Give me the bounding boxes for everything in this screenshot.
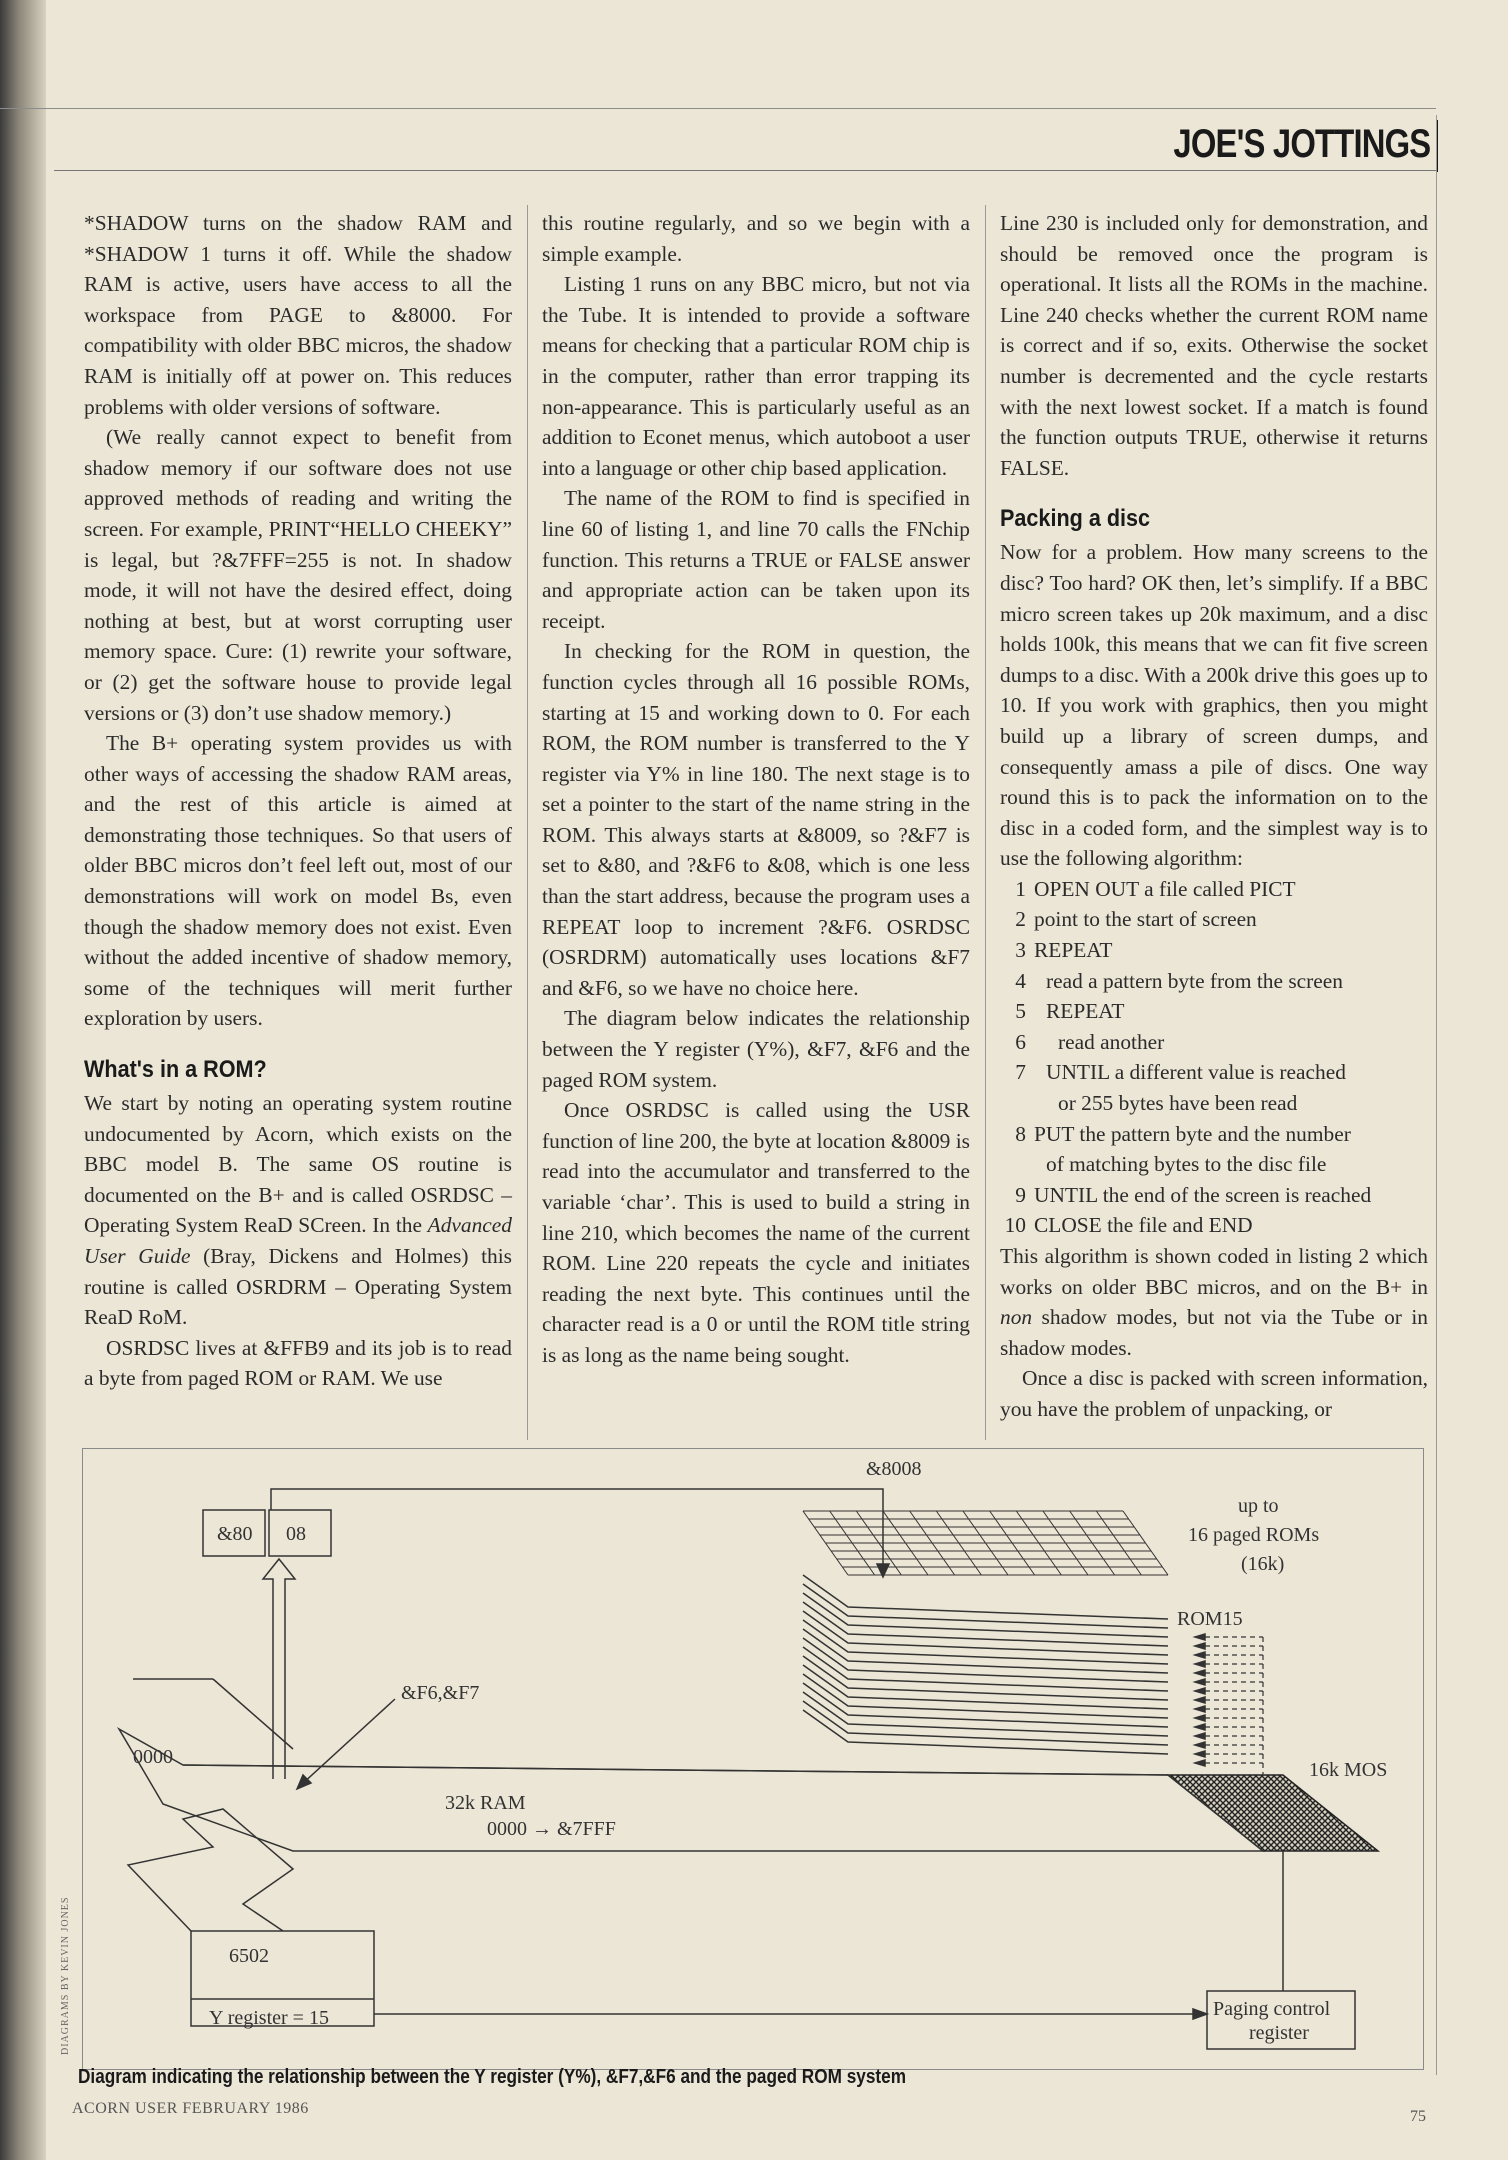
column-2 [542, 208, 970, 1371]
rom-select-arrows [1195, 1634, 1263, 1775]
subheading-whats-in-a-rom: What's in a ROM? [84, 1056, 267, 1084]
rom-select-arrowhead [1195, 1733, 1205, 1739]
f6f7-arrow-line [301, 1699, 395, 1785]
column-3 [1000, 208, 1428, 1425]
rom-select-arrowhead [1195, 1706, 1205, 1712]
rom-top-grid [803, 1511, 1168, 1575]
paragraph: this routine regularly, and so we begin with a simple example. [542, 211, 970, 266]
paragraph: Listing 1 runs on any BBC micro, but not via the Tube. It is intended to provide a software means for checking that a particular ROM chip is in the computer, rather than error trapping its non-appearance. This is particularly useful as an addition to Econet menus, which autoboot a user into a language or other chip based application. [542, 272, 970, 480]
paragraph: We start by noting an operating system routine undocumented by Acorn, which exists on the BBC model B. The same OS routine is documented on the B+ and is called OSRDSC – Operating System ReaD SCreen. In the Advanced User Guide (Bray, Dickens and Holmes) this routine is called OSRDRM – Operating System ReaD RoM. [84, 1091, 513, 1330]
rom-select-arrowhead [1195, 1652, 1205, 1658]
paragraph: Once OSRDSC is called using the USR function of line 200, the byte at location &8009 is read into the accumulator and transferred to the variable ‘char’. This is used to build a string in line 210, which becomes the name of the current ROM. Line 220 repeats the cycle and initiates reading the next byte. This continues until the character read is a 0 or until the ROM title string is as long as the name being sought. [542, 1098, 970, 1367]
label-paging-register: register [1249, 2022, 1309, 2044]
rom-select-arrowhead [1195, 1724, 1205, 1730]
algorithm-list [1000, 874, 1428, 1241]
mos-block [1168, 1775, 1378, 1851]
algorithm-step: 6 read another [1015, 1029, 1165, 1054]
algorithm-step: 10 CLOSE the file and END [1004, 1213, 1253, 1238]
paragraph: The diagram below indicates the relationship between the Y register (Y%), &F7, &F6 and the paged ROM system. [542, 1006, 970, 1092]
rom-select-arrowhead [1195, 1643, 1205, 1649]
rom-layer [803, 1575, 1168, 1619]
algorithm-step: 3 REPEAT [1015, 938, 1113, 963]
header-rule [54, 170, 1436, 171]
label-paged-roms: 16 paged ROMs [1188, 1524, 1320, 1546]
binding-spine [0, 0, 46, 2160]
rom-select-arrowhead [1195, 1715, 1205, 1721]
label-up-to: up to [1238, 1495, 1279, 1517]
label-8008: &8008 [866, 1458, 922, 1480]
rom-select-arrowhead [1195, 1742, 1205, 1748]
paragraph: Line 230 is included only for demonstration, and should be removed once the program is operational. It lists all the ROMs in the machine. Line 240 checks whether the current ROM name is correct and if so, exits. Otherwise the socket number is decremented and the cycle restarts with the next lowest socket. If a match is found the function outputs TRUE, otherwise it returns FALSE. [1000, 211, 1428, 480]
algorithm-step: 5 REPEAT [1015, 999, 1125, 1024]
rom-select-arrowhead [1195, 1760, 1205, 1766]
paragraph: The name of the ROM to find is specified in line 60 of listing 1, and line 70 calls the FNchip function. This returns a TRUE or FALSE answer and appropriate action can be taken upon its receipt. [542, 486, 970, 633]
subheading-packing-a-disc: Packing a disc [1000, 505, 1151, 533]
column-divider [985, 205, 986, 1440]
cpu-bus-arrow [128, 1809, 293, 1931]
rom-paging-diagram [82, 1448, 1424, 2070]
label-box-80: &80 [217, 1523, 253, 1545]
label-0000: 0000 [133, 1746, 173, 1768]
algorithm-step: 1 OPEN OUT a file called PICT [1015, 876, 1296, 901]
label-paging-control: Paging control [1213, 1998, 1331, 2020]
algorithm-step: 2 point to the start of screen [1015, 907, 1257, 932]
label-box-08: 08 [286, 1523, 306, 1545]
ram-edge [213, 1679, 293, 1749]
label-6502: 6502 [229, 1945, 269, 1967]
paragraph: Once a disc is packed with screen information, you have the problem of unpacking, or [1000, 1366, 1428, 1421]
rom-select-arrowhead [1195, 1697, 1205, 1703]
rom-select-arrowhead [1195, 1670, 1205, 1676]
label-16k: (16k) [1241, 1553, 1285, 1575]
rom-select-arrowhead [1195, 1688, 1205, 1694]
y-register-arrowhead [1193, 2009, 1207, 2019]
rom-stack [803, 1575, 1168, 1754]
paragraph: (We really cannot expect to benefit from shadow memory if our software does not use approved methods of reading and writing the screen. For example, PRINT“HELLO CHEEKY” is legal, but ?&7FFF=255 is not. In shadow mode, it will not have the desired effect, doing nothing at best, but at worst corrupting user memory space. Cure: (1) rewrite your software, or (2) get the software house to provide legal versions or (3) don’t use shadow memory.) [84, 425, 512, 725]
rom-select-arrowhead [1195, 1661, 1205, 1667]
rom-layer [803, 1602, 1168, 1646]
label-rom15: ROM15 [1177, 1608, 1243, 1630]
label-y-register: Y register = 15 [209, 2007, 329, 2029]
page-frame-rule [1436, 115, 1437, 2075]
section-title: JOE'S JOTTINGS [1173, 122, 1430, 166]
paragraph: The B+ operating system provides us with other ways of accessing the shadow RAM areas, and the rest of this article is aimed at demonstrating those techniques. So that users of older BBC micros don’t feel left out, most of our demonstrations will work on model Bs, even though the shadow memory does not exist. Even without the added incentive of shadow memory, some of the techniques will merit further exploration by users. [84, 731, 512, 1031]
top-rule [0, 108, 1436, 109]
rom-layer [803, 1593, 1168, 1637]
algorithm-step: 8 PUT the pattern byte and the number of matching bytes to the disc file [1015, 1121, 1351, 1177]
label-ram-range: 0000 → &7FFF [487, 1818, 616, 1840]
diagram-credit: DIAGRAMS BY KEVIN JONES [60, 1896, 71, 2055]
rom-select-arrowhead [1195, 1679, 1205, 1685]
column-divider [527, 205, 528, 1440]
label-f6f7: &F6,&F7 [401, 1682, 480, 1704]
diagram-caption: Diagram indicating the relationship between the Y register (Y%), &F7,&F6 and the paged ROM system [78, 2066, 907, 2088]
label-32k-ram: 32k RAM [445, 1792, 526, 1814]
algorithm-step: 9 UNTIL the end of the screen is reached [1015, 1182, 1372, 1207]
rom-layer [803, 1584, 1168, 1628]
paragraph: This algorithm is shown coded in listing 2 which works on older BBC micros, and on the B+ in non shadow modes, but not via the Tube or in shadow modes. [1000, 1244, 1428, 1360]
rom-select-arrowhead [1195, 1634, 1205, 1640]
rom-select-arrowhead [1195, 1751, 1205, 1757]
pointer-line [271, 1489, 883, 1574]
paragraph: Now for a problem. How many screens to the disc? Too hard? OK then, let’s simplify. If a BBC micro screen takes up 20k maximum, and a disc holds 100k, this means that we can fit five screen dumps to a disc. With a 200k drive this goes up to 10. If you work with graphics, then you might build up a library of screen dumps, and consequently amass a pile of discs. One way round this is to pack the information on to the disc in a coded form, and the simplest way is to use the following algorithm: [1000, 540, 1428, 871]
column-1 [84, 208, 512, 1394]
algorithm-step: 4 read a pattern byte from the screen [1015, 968, 1343, 993]
paragraph: OSRDSC lives at &FFB9 and its job is to read a byte from paged ROM or RAM. We use [84, 1335, 512, 1391]
ram-edge [183, 1765, 1168, 1775]
paragraph: *SHADOW turns on the shadow RAM and *SHADOW 1 turns it off. While the shadow RAM is active, users have access to all the workspace from PAGE to &8000. For compatibility with older BBC micros, the shadow RAM is initially off at power on. This reduces problems with older versions of software. [84, 211, 512, 419]
algorithm-step: 7 UNTIL a different value is reached or 255 bytes have been read [1015, 1060, 1346, 1116]
diagram-svg [83, 1449, 1423, 2069]
footer-magazine: ACORN USER FEBRUARY 1986 [72, 2100, 309, 2117]
paragraph: In checking for the ROM in question, the function cycles through all 16 possible ROMs, starting at 15 and working down to 0. For each ROM, the ROM number is transferred to the Y register via Y% in line 180. The next stage is to set a pointer to the start of the name string in the ROM. This always starts at &8009, so ?&F7 is set to &80, and ?&F6 to &08, which is one less than the start address, because the program uses a REPEAT loop to increment ?&F6. OSRDSC (OSRDRM) automatically uses locations &F7 and &F6, so we have no choice here. [542, 639, 970, 1000]
page-number: 75 [1410, 2108, 1426, 2125]
label-16k-mos: 16k MOS [1309, 1759, 1388, 1781]
